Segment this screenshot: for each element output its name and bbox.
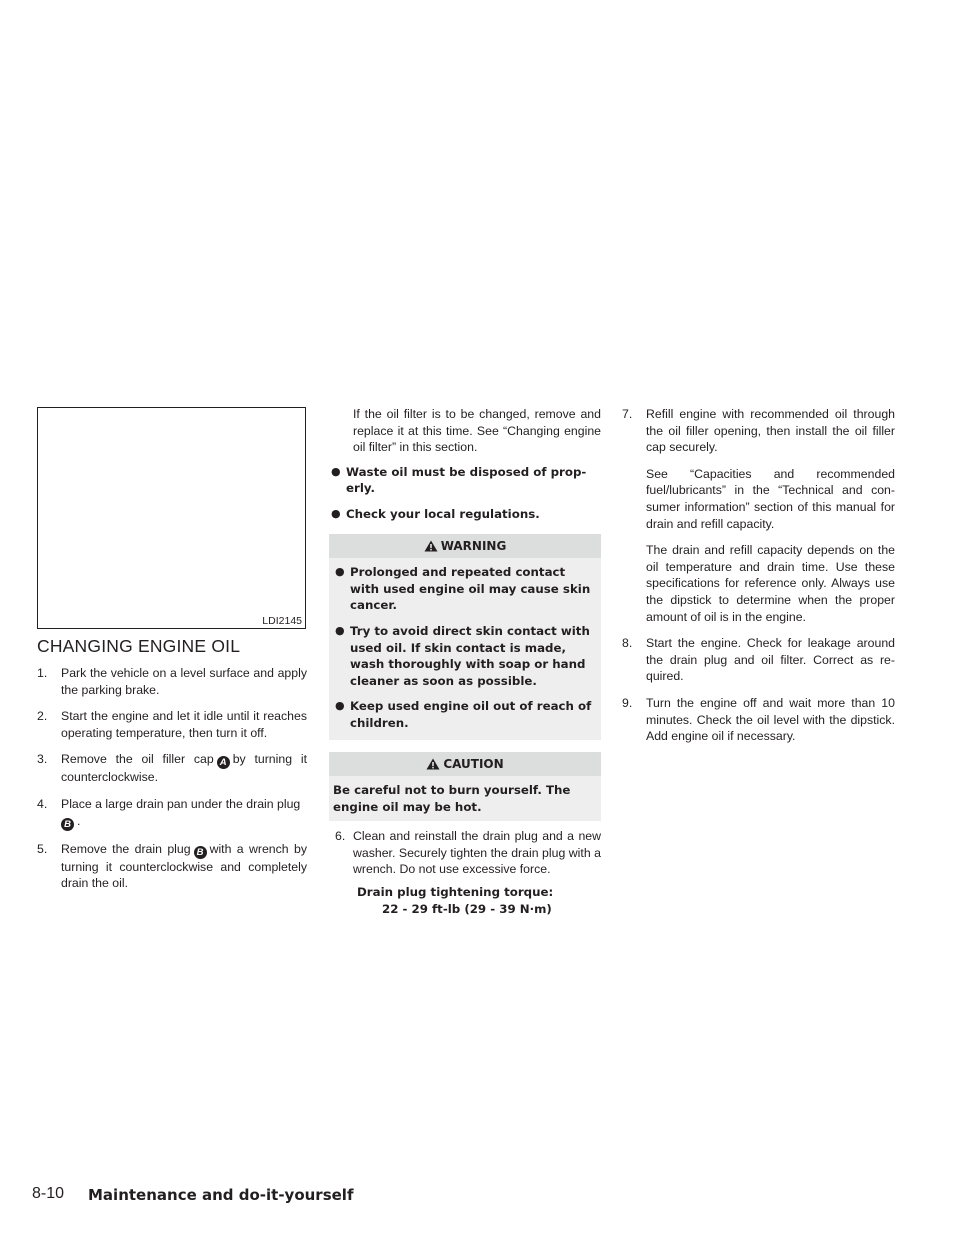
step-1: 1. Park the vehicle on a level surface and apply the parking brake. — [37, 666, 307, 697]
step-2: 2. Start the engine and let it idle until it reaches operating temperature, then turn it off. — [37, 709, 307, 740]
marker-b-icon: B — [194, 846, 207, 859]
warning-item: ● Keep used engine oil out of reach of children. — [335, 699, 592, 730]
caution-body: Be careful not to burn yourself. The engine oil may be hot. — [329, 776, 601, 821]
step-6: 6. Clean and reinstall the drain plug and a new washer. Securely tighten the drain plug with a wrench. Do not use excessive force. — [335, 829, 601, 877]
caution-triangle-icon — [426, 758, 440, 770]
step-7: 7. Refill engine with recommended oil through the oil filler opening, then install the oil filler cap securely. — [622, 407, 895, 455]
torque-value: 22 - 29 ft-lb (29 - 39 N·m) — [382, 901, 552, 916]
torque-label: Drain plug tightening torque: — [357, 885, 554, 900]
warning-header: WARNING — [329, 534, 601, 559]
figure-code: LDI2145 — [262, 615, 302, 627]
warning-item: ● Try to avoid direct skin contact with used oil. If skin contact is made, wash thoroughly with soap or hand cleaner as soon as possible. — [335, 623, 590, 688]
warning-box — [329, 534, 601, 740]
caution-box — [329, 752, 601, 822]
step-8: 8. Start the engine. Check for leakage around the drain plug and oil filter. Correct as re-quired. — [622, 636, 895, 684]
step-5: 5. Remove the drain plug B with a wrench by turning it counterclockwise and completely drain the oil. — [37, 841, 307, 891]
illustration-frame — [37, 407, 306, 629]
warning-triangle-icon — [424, 540, 438, 552]
marker-a-icon: A — [217, 756, 230, 769]
chapter-title: Maintenance and do-it-yourself — [88, 1186, 354, 1204]
marker-b-icon: B — [61, 818, 74, 831]
section-title: CHANGING ENGINE OIL — [37, 636, 241, 656]
capacities-note: See “Capacities and recommended fuel/lubricants” in the “Technical and con-sumer information” section of this manual for drain and refill capacity. — [646, 466, 895, 531]
step-4: 4. Place a large drain pan under the drain plug B . — [37, 796, 301, 830]
oil-filter-note: If the oil filter is to be changed, remove and replace it at this time. See “Changing engine oil filter” in this section. — [353, 407, 601, 455]
page-number: 8-10 — [32, 1185, 65, 1202]
caution-header: CAUTION — [329, 752, 601, 777]
warning-item: ● Prolonged and repeated contact with used engine oil may cause skin cancer. — [335, 565, 591, 613]
step-9: 9. Turn the engine off and wait more than 10 minutes. Check the oil level with the dipstick. Add engine oil if necessary. — [622, 695, 895, 744]
bullet-item: ● Check your local regulations. — [331, 506, 540, 521]
bullet-icon: ● — [331, 464, 341, 478]
bullet-item: ● Waste oil must be disposed of prop-erly. — [331, 464, 587, 496]
capacity-note: The drain and refill capacity depends on the oil temperature and drain time. Use these specifications for reference only. Always use the dipstick to determine when the proper amount of oil is in the engine. — [646, 543, 895, 624]
column-3 — [622, 406, 895, 755]
bullet-icon: ● — [331, 506, 341, 520]
step-3: 3. Remove the oil filler cap A by turning it counterclockwise. — [37, 752, 307, 785]
warning-body — [329, 558, 601, 739]
column-1 — [37, 665, 307, 902]
column-2 — [329, 406, 601, 917]
